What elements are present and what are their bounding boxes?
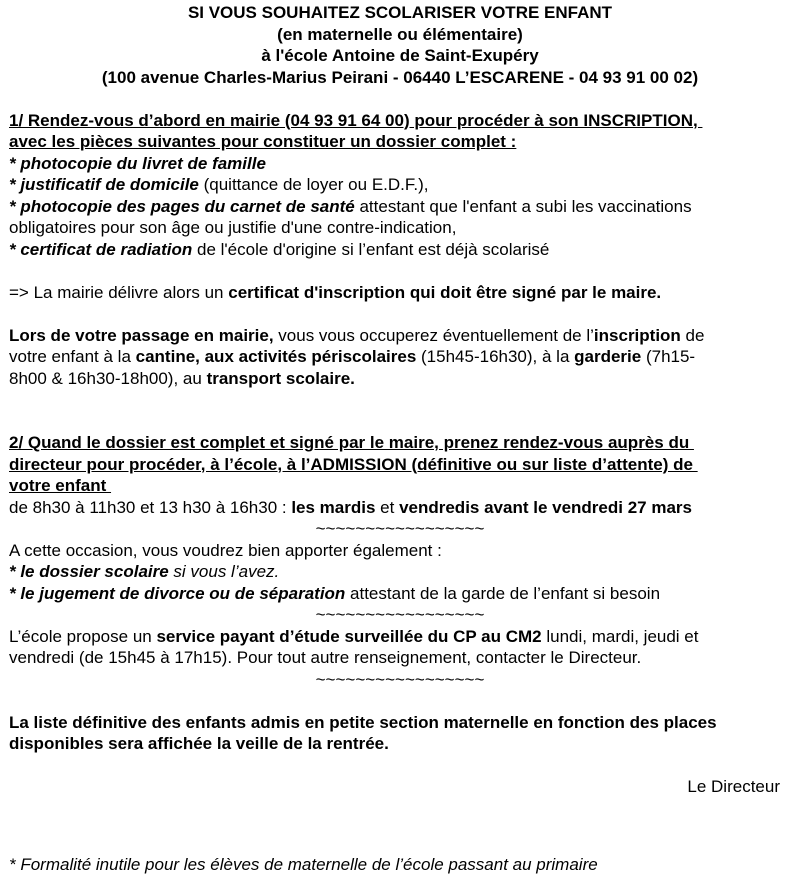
text-run: 2/ Quand le dossier est complet et signé par le maire, prenez rendez-vous auprès du bbox=[9, 433, 694, 452]
text-run: obligatoires pour son âge ou justifie d'une contre-indication, bbox=[9, 218, 457, 237]
section2-heading-line-3 bbox=[9, 475, 791, 497]
text-run: de bbox=[680, 325, 705, 345]
section1-heading-line-2 bbox=[9, 131, 791, 153]
passage-mairie-line-1 bbox=[9, 325, 791, 347]
text-run: 8h00 & 16h30-18h00), au bbox=[9, 368, 207, 388]
text-run: * le jugement de divorce ou de séparation bbox=[9, 583, 346, 603]
text-run: * justificatif de domicile bbox=[9, 175, 199, 194]
text-run: Lors de votre passage en mairie, bbox=[9, 325, 274, 345]
list-item-jugement-divorce bbox=[9, 583, 791, 605]
text-run: L’école propose un bbox=[9, 626, 157, 646]
mairie-certificat-line bbox=[9, 282, 791, 304]
text-run: votre enfant à la bbox=[9, 347, 136, 366]
text-run: * certificat de radiation bbox=[9, 239, 193, 259]
text-run: à l'école Antoine de Saint-Exupéry bbox=[261, 46, 539, 65]
text-run: Le Directeur bbox=[687, 777, 780, 796]
horaires-admission-line bbox=[9, 497, 791, 519]
text-run: vous vous occuperez éventuellement de l’ bbox=[273, 325, 594, 345]
text-run: ~~~~~~~~~~~~~~~~~ bbox=[315, 519, 485, 538]
text-run: * le dossier scolaire bbox=[9, 562, 169, 581]
text-run: ~~~~~~~~~~~~~~~~~ bbox=[315, 669, 485, 689]
text-run: et bbox=[375, 497, 400, 517]
list-item-justificatif-domicile bbox=[9, 174, 791, 196]
text-run: 1/ Rendez-vous d’abord en mairie (04 93 91 64 00) pour procéder à son INSCRIPTION, bbox=[9, 110, 703, 130]
text-run: (quittance de loyer ou E.D.F.), bbox=[198, 175, 429, 194]
text-run: disponibles sera affichée la veille de la rentrée. bbox=[9, 734, 389, 753]
text-run: A cette occasion, vous voudrez bien apporter également : bbox=[9, 540, 442, 560]
doc-title-line-2 bbox=[9, 24, 791, 46]
list-item-livret-famille bbox=[9, 153, 791, 175]
signature bbox=[9, 776, 791, 798]
text-run: lundi, mardi, jeudi et bbox=[541, 626, 699, 646]
liste-definitive-line-1 bbox=[9, 712, 791, 734]
text-run: SI VOUS SOUHAITEZ SCOLARISER VOTRE ENFANT bbox=[187, 3, 613, 22]
liste-definitive-line-2 bbox=[9, 733, 791, 755]
etude-surveillee-line-2 bbox=[9, 647, 791, 669]
text-run: de 8h30 à 11h30 et 13 h30 à 16h30 : bbox=[9, 497, 292, 517]
text-run: (15h45-16h30), à la bbox=[416, 347, 575, 366]
doc-title-line-3 bbox=[9, 45, 791, 67]
text-run: inscription bbox=[593, 325, 681, 345]
text-run: ~~~~~~~~~~~~~~~~~ bbox=[315, 605, 485, 624]
etude-surveillee-line-1 bbox=[9, 626, 791, 648]
list-item-carnet-sante-line-2 bbox=[9, 217, 791, 239]
text-run: (en maternelle ou élémentaire) bbox=[277, 24, 523, 44]
text-run: directeur pour procéder, à l’école, à l’ADMISSION (définitive ou sur liste d’attente) de bbox=[9, 454, 698, 474]
separator-1 bbox=[9, 518, 791, 540]
text-run: transport scolaire. bbox=[206, 368, 355, 388]
text-run: si vous l’avez. bbox=[168, 562, 280, 581]
text-run: service payant d’étude surveillée du CP au CM2 bbox=[156, 626, 542, 646]
text-run: votre enfant bbox=[9, 476, 112, 495]
section2-heading-line-2 bbox=[9, 454, 791, 476]
separator-2 bbox=[9, 604, 791, 626]
section2-heading-line-1 bbox=[9, 432, 791, 454]
list-item-dossier-scolaire bbox=[9, 561, 791, 583]
list-item-carnet-sante-line-1 bbox=[9, 196, 791, 218]
text-run: (7h15- bbox=[641, 347, 696, 366]
footnote bbox=[9, 854, 791, 876]
text-run: => La mairie délivre alors un bbox=[9, 282, 229, 302]
text-run: * photocopie des pages du carnet de santé bbox=[9, 196, 355, 216]
list-item-certificat-radiation bbox=[9, 239, 791, 261]
text-run: les mardis bbox=[291, 497, 376, 517]
section1-heading-line-1 bbox=[9, 110, 791, 132]
text-run: vendredi (de 15h45 à 17h15). Pour tout autre renseignement, contacter le Directeur. bbox=[9, 648, 642, 667]
text-run: * Formalité inutile pour les élèves de maternelle de l’école passant au primaire bbox=[9, 854, 598, 874]
text-run: de l'école d'origine si l’enfant est déjà scolarisé bbox=[192, 239, 550, 259]
text-run: * photocopie du livret de famille bbox=[9, 153, 266, 173]
text-run: vendredis avant le vendredi 27 mars bbox=[399, 497, 692, 517]
doc-title-line-4 bbox=[9, 67, 791, 89]
passage-mairie-line-2 bbox=[9, 346, 791, 368]
text-run: cantine, aux activités périscolaires bbox=[135, 347, 417, 366]
text-run: certificat d'inscription qui doit être signé par le maire. bbox=[228, 282, 662, 302]
text-run: garderie bbox=[574, 347, 642, 366]
doc-title-line-1 bbox=[9, 2, 791, 24]
text-run: La liste définitive des enfants admis en petite section maternelle en fonction des places bbox=[9, 712, 717, 732]
text-run: attestant que l'enfant a subi les vaccinations bbox=[354, 196, 692, 216]
text-run: (100 avenue Charles-Marius Peirani - 06440 L’ESCARENE - 04 93 91 00 02) bbox=[101, 67, 699, 87]
text-run: avec les pièces suivantes pour constituer un dossier complet : bbox=[9, 132, 517, 151]
occasion-line bbox=[9, 540, 791, 562]
passage-mairie-line-3 bbox=[9, 368, 791, 390]
text-run: attestant de la garde de l’enfant si besoin bbox=[345, 583, 661, 603]
separator-3 bbox=[9, 669, 791, 691]
